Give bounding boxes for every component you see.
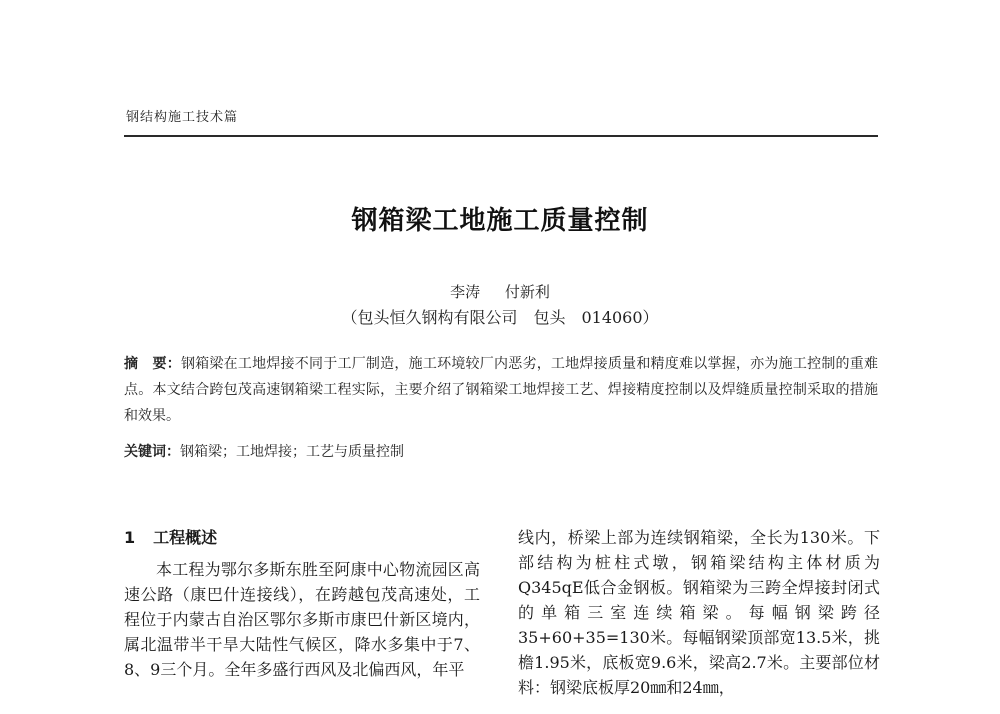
author-name: 李涛 [450, 283, 481, 301]
abstract [124, 351, 878, 429]
abstract-text: 钢箱梁在工地焊接不同于工厂制造，施工环境较厂内恶劣，工地焊接质量和精度难以掌握，亦为施工控制的重难点。本文结合跨包茂高速钢箱梁工程实际，主要介绍了钢箱梁工地焊接工艺、焊接精度控制以及焊缝质量控制采取的措施和效果。 [124, 356, 879, 424]
affiliation: （包头恒久钢构有限公司 包头 014060） [341, 308, 659, 327]
keywords-text: 钢箱梁；工地焊接；工艺与质量控制 [180, 444, 404, 460]
section-title: 工程概述 [153, 528, 218, 547]
running-header: 钢结构施工技术篇 [126, 110, 239, 125]
abstract-label: 摘 要： [124, 356, 181, 372]
section-heading [124, 525, 480, 550]
author-name: 付新利 [504, 283, 550, 301]
body-column-right [518, 525, 880, 700]
body-paragraph: 本工程为鄂尔多斯东胜至阿康中心物流园区高速公路（康巴什连接线），在跨越包茂高速处，工程位于内蒙古自治区鄂尔多斯市康巴什新区境内，属北温带半干旱大陆性气候区，降水多集中于7、8、9三个月。全年多盛行西风及北偏西风，年平 [124, 560, 480, 679]
keywords-label: 关键词： [124, 444, 180, 460]
body-column-left [124, 525, 480, 682]
paper-title: 钢箱梁工地施工质量控制 [351, 206, 649, 236]
section-number: 1 [124, 528, 136, 547]
author-list [0, 281, 1000, 302]
header-rule [124, 135, 878, 137]
body-paragraph: 线内，桥梁上部为连续钢箱梁，全长为130米。下部结构为桩柱式墩，钢箱梁结构主体材质为Q345qE低合金钢板。钢箱梁为三跨全焊接封闭式的单箱三室连续箱梁。每幅钢梁跨径35+60+35=130米。每幅钢梁顶部宽13.5米，挑檐1.95米，底板宽9.6米，梁高2.7米。主要部位材料：钢梁底板厚20㎜和24㎜， [518, 528, 880, 697]
keywords [124, 440, 878, 464]
